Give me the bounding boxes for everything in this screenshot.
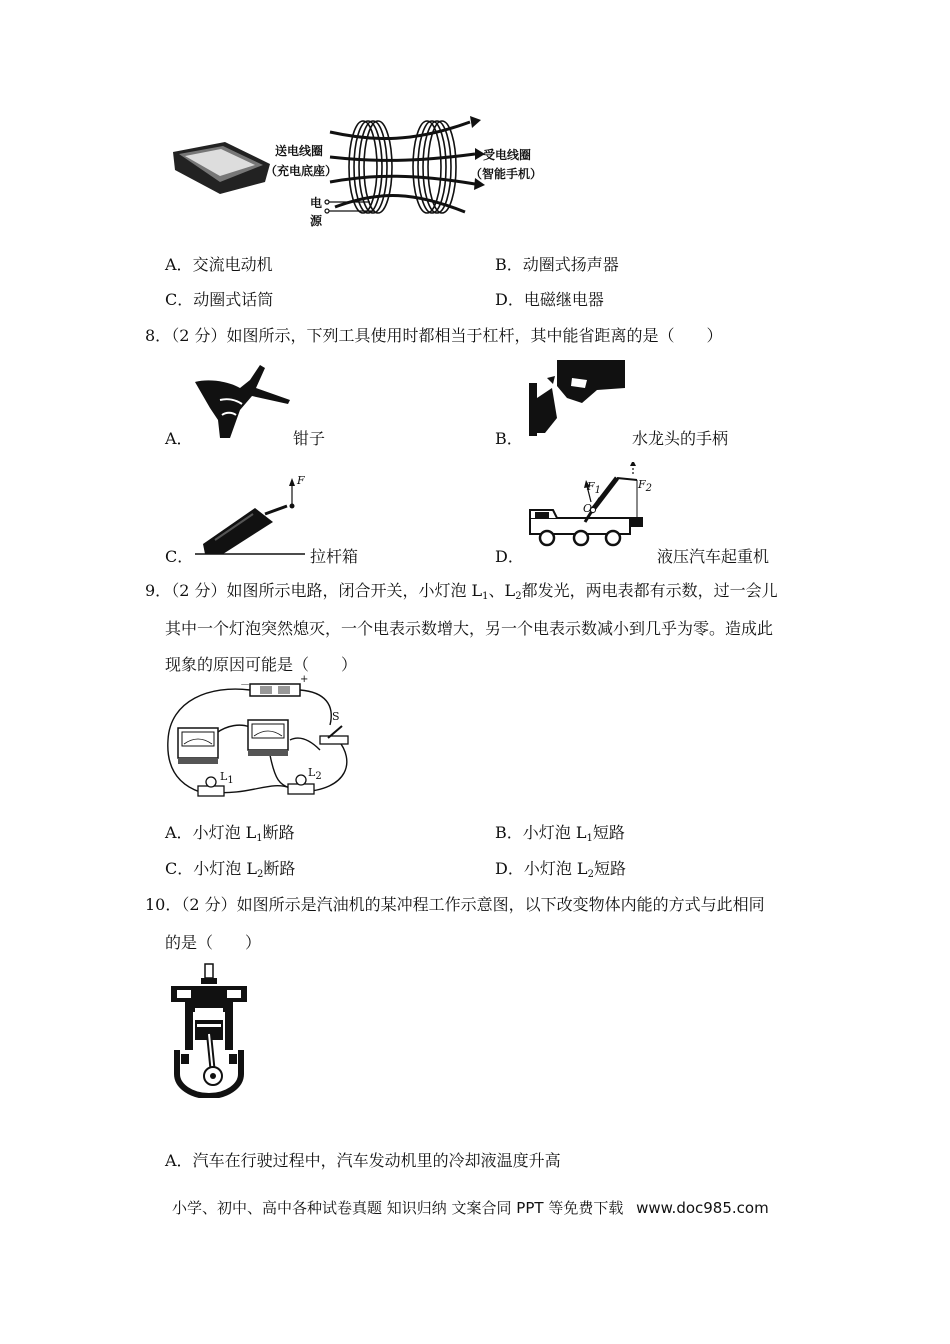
battery-plus-label: + — [300, 674, 309, 685]
field-lines — [330, 122, 475, 212]
q10-stem-line-1: 10．（2 分）如图所示是汽油机的某冲程工作示意图，以下改变物体内能的方式与此相同 — [145, 895, 765, 914]
suitcase-figure — [195, 474, 305, 558]
suitcase-force-label: F — [297, 474, 305, 487]
lamp-l1-label: $L_1$ — [220, 770, 234, 786]
q7-option-c[interactable]: C．动圈式话筒 — [165, 290, 274, 309]
q9-option-b[interactable]: B．小灯泡 $L_1$短路 — [495, 823, 625, 844]
circuit-figure — [160, 674, 360, 804]
q9-stem-line-2: 其中一个灯泡突然熄灭，一个电表示数增大，另一个电表示数减小到几乎为零。造成此 — [165, 619, 774, 638]
power-label-2: 源 — [310, 214, 323, 228]
q10-option-a[interactable]: A．汽车在行驶过程中，汽车发动机里的冷却液温度升高 — [165, 1151, 561, 1170]
q7-option-b[interactable]: B．动圈式扬声器 — [495, 255, 619, 274]
footer-text: 小学、初中、高中各种试卷真题 知识归纳 文案合同 PPT 等免费下载 — [172, 1199, 624, 1217]
q9-option-a[interactable]: A．小灯泡 $L_1$断路 — [165, 823, 295, 844]
power-terminals — [325, 200, 375, 213]
charging-base-drawing — [173, 142, 270, 194]
q8-option-d-letter[interactable]: D． — [495, 547, 524, 566]
q8-option-c-text: 拉杆箱 — [310, 547, 359, 566]
crane-force-label-f2: $F_2$ — [638, 478, 653, 494]
q7-option-a[interactable]: A．交流电动机 — [165, 255, 273, 274]
q10-number: 10． — [145, 895, 182, 914]
q8-option-b-text: 水龙头的手柄 — [632, 429, 729, 448]
q8-option-a-text: 钳子 — [293, 429, 326, 448]
send-coil-label-2: （充电底座） — [265, 164, 338, 178]
q10-stem-line-2: 的是（ ） — [165, 933, 262, 952]
q9-stem-line-1: 9．（2 分）如图所示电路，闭合开关，小灯泡 $L_1$、$L_2$都发光，两电表都有示数，过一会儿 — [145, 581, 778, 602]
crane-fulcrum-label: O — [583, 502, 593, 515]
footer-url[interactable]: www.doc985.com — [636, 1199, 769, 1217]
switch-label: S — [332, 710, 340, 723]
figure-wireless-charging — [165, 112, 565, 230]
send-coil-label-1: 送电线圈 — [275, 144, 324, 158]
recv-coil-label-1: 受电线圈 — [483, 148, 532, 162]
q9-option-c[interactable]: C．小灯泡 $L_2$断路 — [165, 859, 296, 880]
pliers-drawing — [190, 360, 300, 442]
q9-number: 9． — [145, 581, 172, 600]
battery-minus-label: － — [240, 680, 250, 691]
q7-option-d[interactable]: D．电磁继电器 — [495, 290, 604, 309]
crane-truck-figure — [525, 462, 653, 556]
faucet-handle-drawing — [527, 358, 627, 438]
q8-number: 8． — [145, 326, 172, 345]
q8-option-a-letter[interactable]: A． — [165, 429, 193, 448]
recv-coil-label-2: （智能手机） — [470, 167, 543, 181]
engine-stroke-drawing — [167, 962, 251, 1098]
lamp-l2-label: $L_2$ — [308, 766, 322, 782]
q8-text: （2 分）如图所示，下列工具使用时都相当于杠杆，其中能省距离的是（ ） — [171, 326, 723, 345]
page-footer — [172, 1197, 769, 1218]
q8-option-d-text: 液压汽车起重机 — [657, 547, 770, 566]
q8-stem — [145, 323, 722, 346]
q9-option-d[interactable]: D．小灯泡 $L_2$短路 — [495, 859, 626, 880]
q8-option-b-letter[interactable]: B． — [495, 429, 523, 448]
circuit-drawing — [160, 680, 360, 804]
q9-stem-line-3: 现象的原因可能是（ ） — [165, 655, 358, 674]
power-label-1: 电 — [310, 196, 323, 210]
q8-option-c-letter[interactable]: C． — [165, 547, 194, 566]
crane-force-label-f1: $F_1$ — [587, 480, 602, 496]
suitcase-drawing — [195, 474, 305, 558]
